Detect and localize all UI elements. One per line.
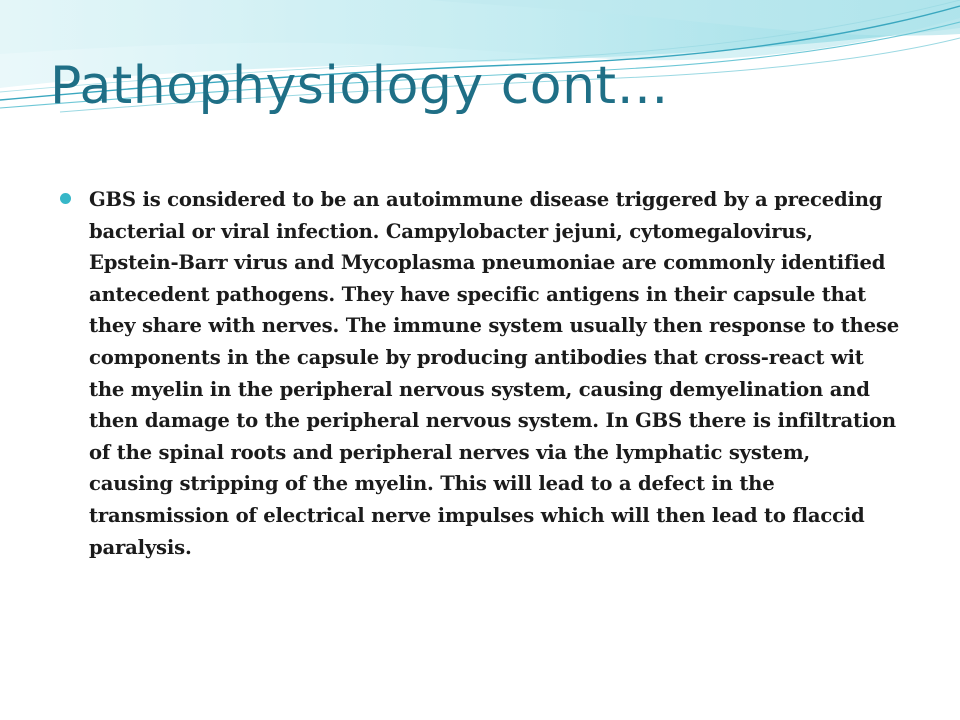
- bullet-item: [60, 184, 900, 563]
- bullet-list: [60, 184, 900, 563]
- slide-title: Pathophysiology cont…: [50, 56, 669, 116]
- bullet-text: GBS is considered to be an autoimmune disease triggered by a preceding bacterial or viral infection. Campylobacter jejuni, cytomegalovirus, Epstein-Barr virus and Mycoplasma pneumoniae are commonly identified antecedent pathogens. They have specific antigens in their capsule that they share with nerves. The immune system usually then response to these components in the capsule by producing antibodies that cross-react wit the myelin in the peripheral nervous system, causing demyelination and then damage to the peripheral nervous system. In GBS there is infiltration of the spinal roots and peripheral nerves via the lymphatic system, causing stripping of the myelin. This will lead to a defect in the transmission of electrical nerve impulses which will then lead to flaccid paralysis.: [89, 188, 899, 559]
- slide-body: [60, 184, 900, 563]
- bullet-dot-icon: [60, 193, 71, 204]
